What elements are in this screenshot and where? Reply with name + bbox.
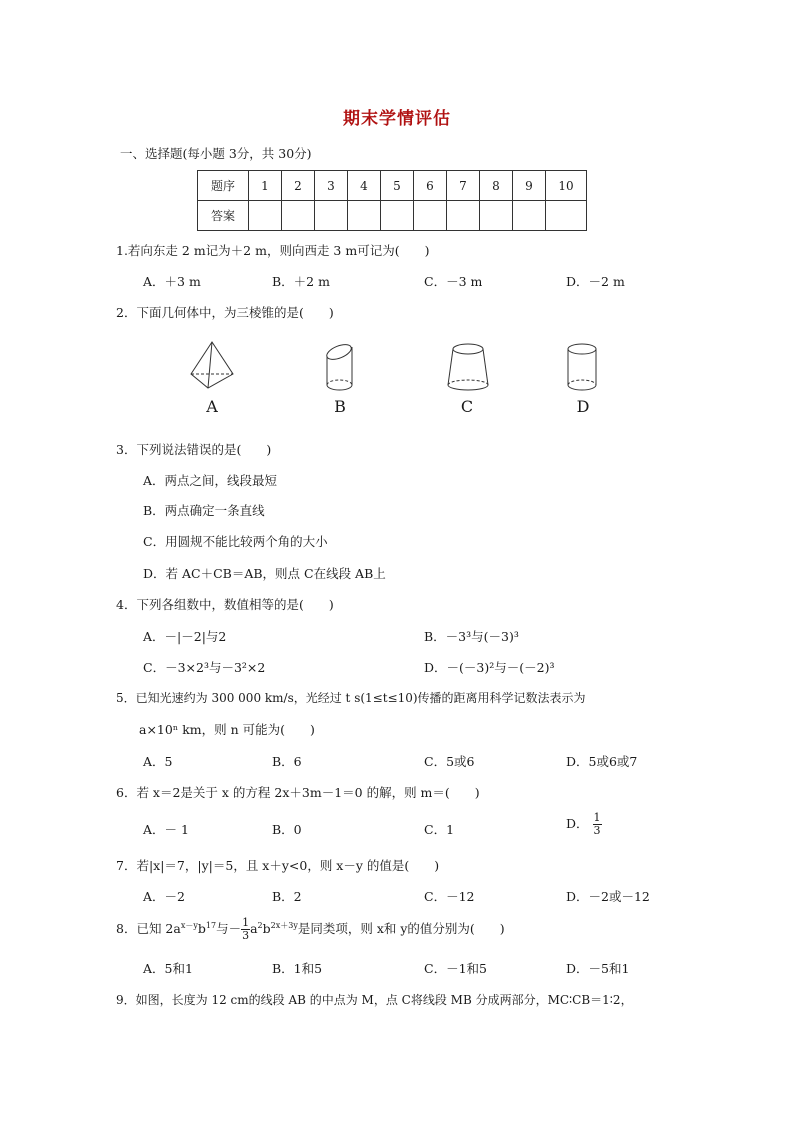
answer-cell[interactable] (447, 201, 480, 231)
answer-table-number: 5 (381, 171, 414, 201)
answer-cell[interactable] (348, 201, 381, 231)
q8-exponent: x－y (180, 920, 198, 930)
q8-option-a: A．5和1 (143, 961, 193, 976)
triangular-pyramid-icon (188, 340, 236, 392)
q8-exponent: 2 (257, 920, 263, 930)
question-9-stem: 9．如图，长度为 12 cm的线段 AB 的中点为 M，点 C将线段 MB 分成两部分，MC∶CB＝1∶2， (116, 993, 633, 1007)
q8-variable: b (262, 921, 271, 936)
q8-variable: a (250, 921, 258, 936)
q7-option-c: C．－12 (424, 889, 475, 904)
question-8-stem (116, 917, 505, 942)
fraction-denominator: 3 (593, 824, 601, 837)
answer-cell[interactable] (414, 201, 447, 231)
cylinder-icon (565, 341, 599, 393)
answer-table-number: 8 (480, 171, 513, 201)
shape-label-d: D (576, 397, 590, 416)
answer-cell[interactable] (282, 201, 315, 231)
frustum-icon (445, 341, 491, 393)
fraction-denominator: 3 (242, 929, 250, 942)
q8-text: 与－ (216, 921, 242, 936)
q8-variable: b (197, 921, 206, 936)
q5-option-b: B．6 (272, 754, 302, 769)
q4-option-b: B．－3³与(－3)³ (424, 629, 519, 644)
shape-label-c: C (460, 397, 474, 416)
q7-option-b: B．2 (272, 889, 302, 904)
question-5-stem-line2: a×10ⁿ km，则 n 可能为( ) (139, 722, 315, 737)
q1-option-b: B．＋2 m (272, 274, 330, 289)
question-1-stem: 1.若向东走 2 m记为＋2 m，则向西走 3 m可记为( ) (116, 243, 430, 258)
q8-option-d: D．－5和1 (566, 961, 630, 976)
q1-option-c: C．－3 m (424, 274, 483, 289)
section-heading: 一、选择题(每小题 3分，共 30分) (120, 146, 312, 161)
q8-exponent: 17 (205, 920, 217, 930)
answer-table-number: 6 (414, 171, 447, 201)
answer-table-number: 7 (447, 171, 480, 201)
q6-option-d (566, 812, 602, 837)
answer-table-row-header: 答案 (198, 201, 249, 231)
answer-cell[interactable] (546, 201, 587, 231)
answer-table-number: 1 (249, 171, 282, 201)
q6-option-a: A．－ 1 (143, 822, 189, 837)
q8-exponent: 2x＋3y (270, 920, 298, 930)
answer-cell[interactable] (381, 201, 414, 231)
q8-option-c: C．－1和5 (424, 961, 487, 976)
q8-fraction (241, 917, 250, 942)
q4-option-d: D．－(－3)²与－(－2)³ (424, 660, 555, 675)
q4-option-c: C．－3×2³与－3²×2 (143, 660, 266, 675)
answer-table-answer-row (198, 201, 587, 231)
question-7-stem: 7．若|x|＝7，|y|＝5，且 x＋y<0，则 x－y 的值是( ) (116, 858, 440, 873)
q8-stem-prefix: 8．已知 2a (116, 921, 181, 936)
answer-table-number: 3 (315, 171, 348, 201)
q3-option-a: A．两点之间，线段最短 (143, 473, 278, 488)
shape-label-b: B (334, 397, 346, 416)
answer-cell[interactable] (249, 201, 282, 231)
q5-option-d: D．5或6或7 (566, 754, 638, 769)
q1-option-d: D．－2 m (566, 274, 625, 289)
q3-option-b: B．两点确定一条直线 (143, 503, 265, 518)
answer-table (197, 170, 587, 231)
answer-cell[interactable] (513, 201, 546, 231)
q6-option-d-fraction (593, 812, 602, 837)
answer-table-number: 10 (546, 171, 587, 201)
fraction-numerator: 1 (593, 811, 601, 824)
q1-option-a: A．＋3 m (143, 274, 201, 289)
q4-option-a: A．－|－2|与2 (143, 629, 227, 644)
q7-option-a: A．－2 (143, 889, 185, 904)
question-6-stem: 6．若 x＝2是关于 x 的方程 2x＋3m－1＝0 的解，则 m＝( ) (116, 785, 480, 800)
question-2-stem: 2．下面几何体中，为三棱锥的是( ) (116, 305, 334, 320)
answer-table-number: 2 (282, 171, 315, 201)
answer-cell[interactable] (480, 201, 513, 231)
page-title: 期末学情评估 (343, 109, 451, 129)
q8-stem-suffix: 是同类项，则 x和 y的值分别为( ) (297, 921, 505, 936)
answer-table-row-header: 题序 (198, 171, 249, 201)
answer-table-number-row (198, 171, 587, 201)
q7-option-d: D．－2或－12 (566, 889, 650, 904)
q3-option-c: C．用圆规不能比较两个角的大小 (143, 534, 328, 549)
fraction-numerator: 1 (242, 916, 250, 929)
answer-table-number: 4 (348, 171, 381, 201)
shape-label-a: A (206, 397, 218, 416)
q8-option-b: B．1和5 (272, 961, 323, 976)
slanted-cylinder-icon (322, 341, 358, 393)
q6-option-d-label: D． (566, 816, 589, 831)
answer-table-number: 9 (513, 171, 546, 201)
q6-option-c: C．1 (424, 822, 455, 837)
q5-option-a: A．5 (143, 754, 173, 769)
q5-option-c: C．5或6 (424, 754, 475, 769)
question-4-stem: 4．下列各组数中，数值相等的是( ) (116, 597, 334, 612)
question-5-stem-line1: 5．已知光速约为 300 000 km/s，光经过 t s(1≤t≤10)传播的距离用科学记数法表示为 (116, 691, 586, 705)
q6-option-b: B．0 (272, 822, 302, 837)
answer-cell[interactable] (315, 201, 348, 231)
question-3-stem: 3．下列说法错误的是( ) (116, 442, 272, 457)
q3-option-d: D．若 AC＋CB＝AB，则点 C在线段 AB上 (143, 566, 386, 581)
